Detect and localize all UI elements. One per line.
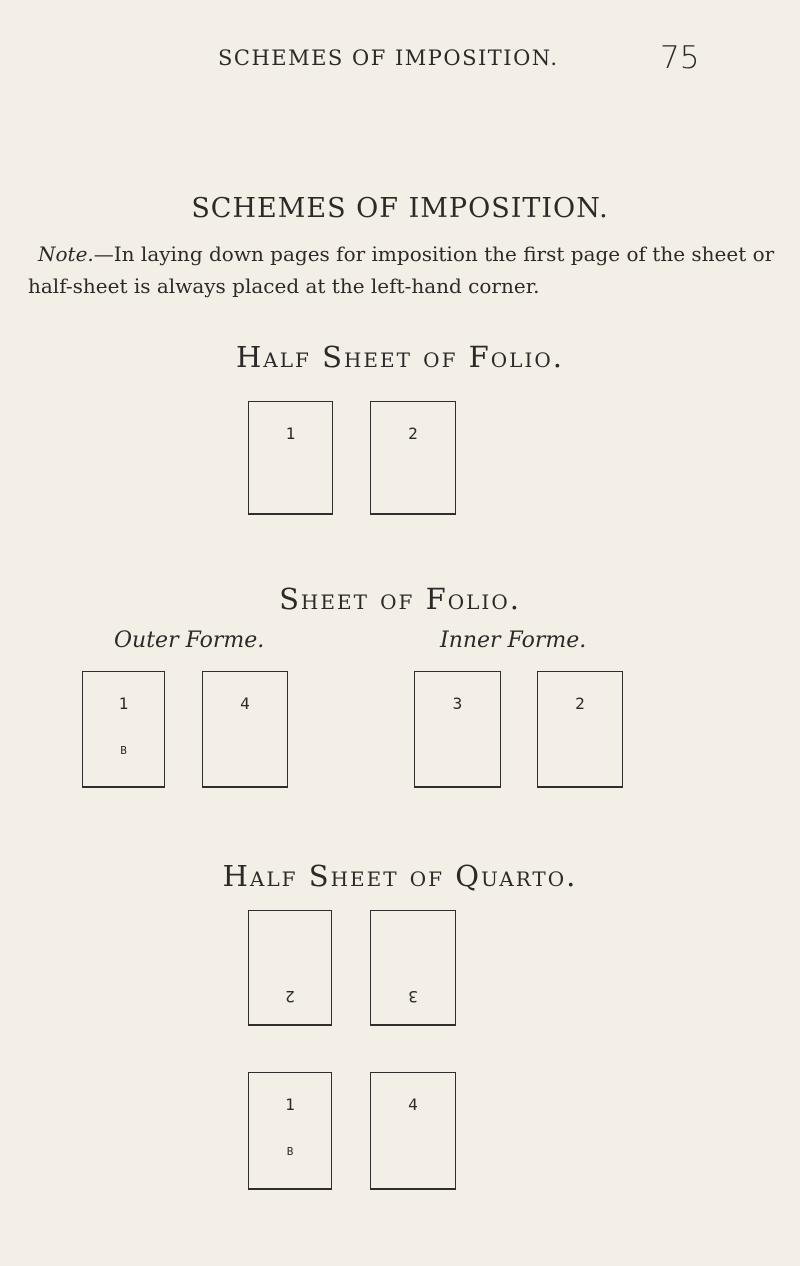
outer-forme-page-4 <box>202 671 288 788</box>
half-sheet-folio-heading: Half Sheet of Folio. <box>236 340 564 374</box>
quarto-page-1 <box>248 1072 332 1190</box>
quarto-page-2-inverted <box>248 910 332 1026</box>
sheet-folio-heading: Sheet of Folio. <box>279 582 521 616</box>
page-number-label: 1 <box>118 694 129 713</box>
page-number-label: 2 <box>408 424 418 443</box>
quarto-page-4 <box>370 1072 456 1190</box>
note-paragraph <box>28 238 788 302</box>
outer-forme-label: Outer Forme. <box>114 628 265 653</box>
page-number-label: 1 <box>285 1095 295 1114</box>
outer-forme-page-1 <box>82 671 165 788</box>
inner-forme-label: Inner Forme. <box>440 628 587 653</box>
page-number-label: 2 <box>575 694 585 713</box>
folio-half-page-2 <box>370 401 456 515</box>
note-text: —In laying down pages for imposition the first page of the sheet or half-sheet is always placed at the left-hand corner. <box>28 242 775 298</box>
page-number-label: 3 <box>408 987 418 1006</box>
page-title: SCHEMES OF IMPOSITION. <box>191 193 609 224</box>
quarto-page-3-inverted <box>370 910 456 1026</box>
half-sheet-quarto-heading: Half Sheet of Quarto. <box>222 859 578 893</box>
note-label: Note. <box>38 242 94 266</box>
inner-forme-page-3 <box>414 671 501 788</box>
page-number-label: 3 <box>452 694 463 713</box>
inner-forme-page-2 <box>537 671 623 788</box>
page-number-label: 4 <box>240 694 250 713</box>
running-title: SCHEMES OF IMPOSITION. <box>218 46 559 70</box>
page-number-label: 1 <box>285 424 296 443</box>
page-number-label: 4 <box>408 1095 418 1114</box>
signature-mark: B <box>286 1145 294 1158</box>
page-number: 75 <box>660 40 700 76</box>
folio-half-page-1 <box>248 401 333 515</box>
signature-mark: B <box>120 744 127 757</box>
page-number-label: 2 <box>285 987 295 1006</box>
